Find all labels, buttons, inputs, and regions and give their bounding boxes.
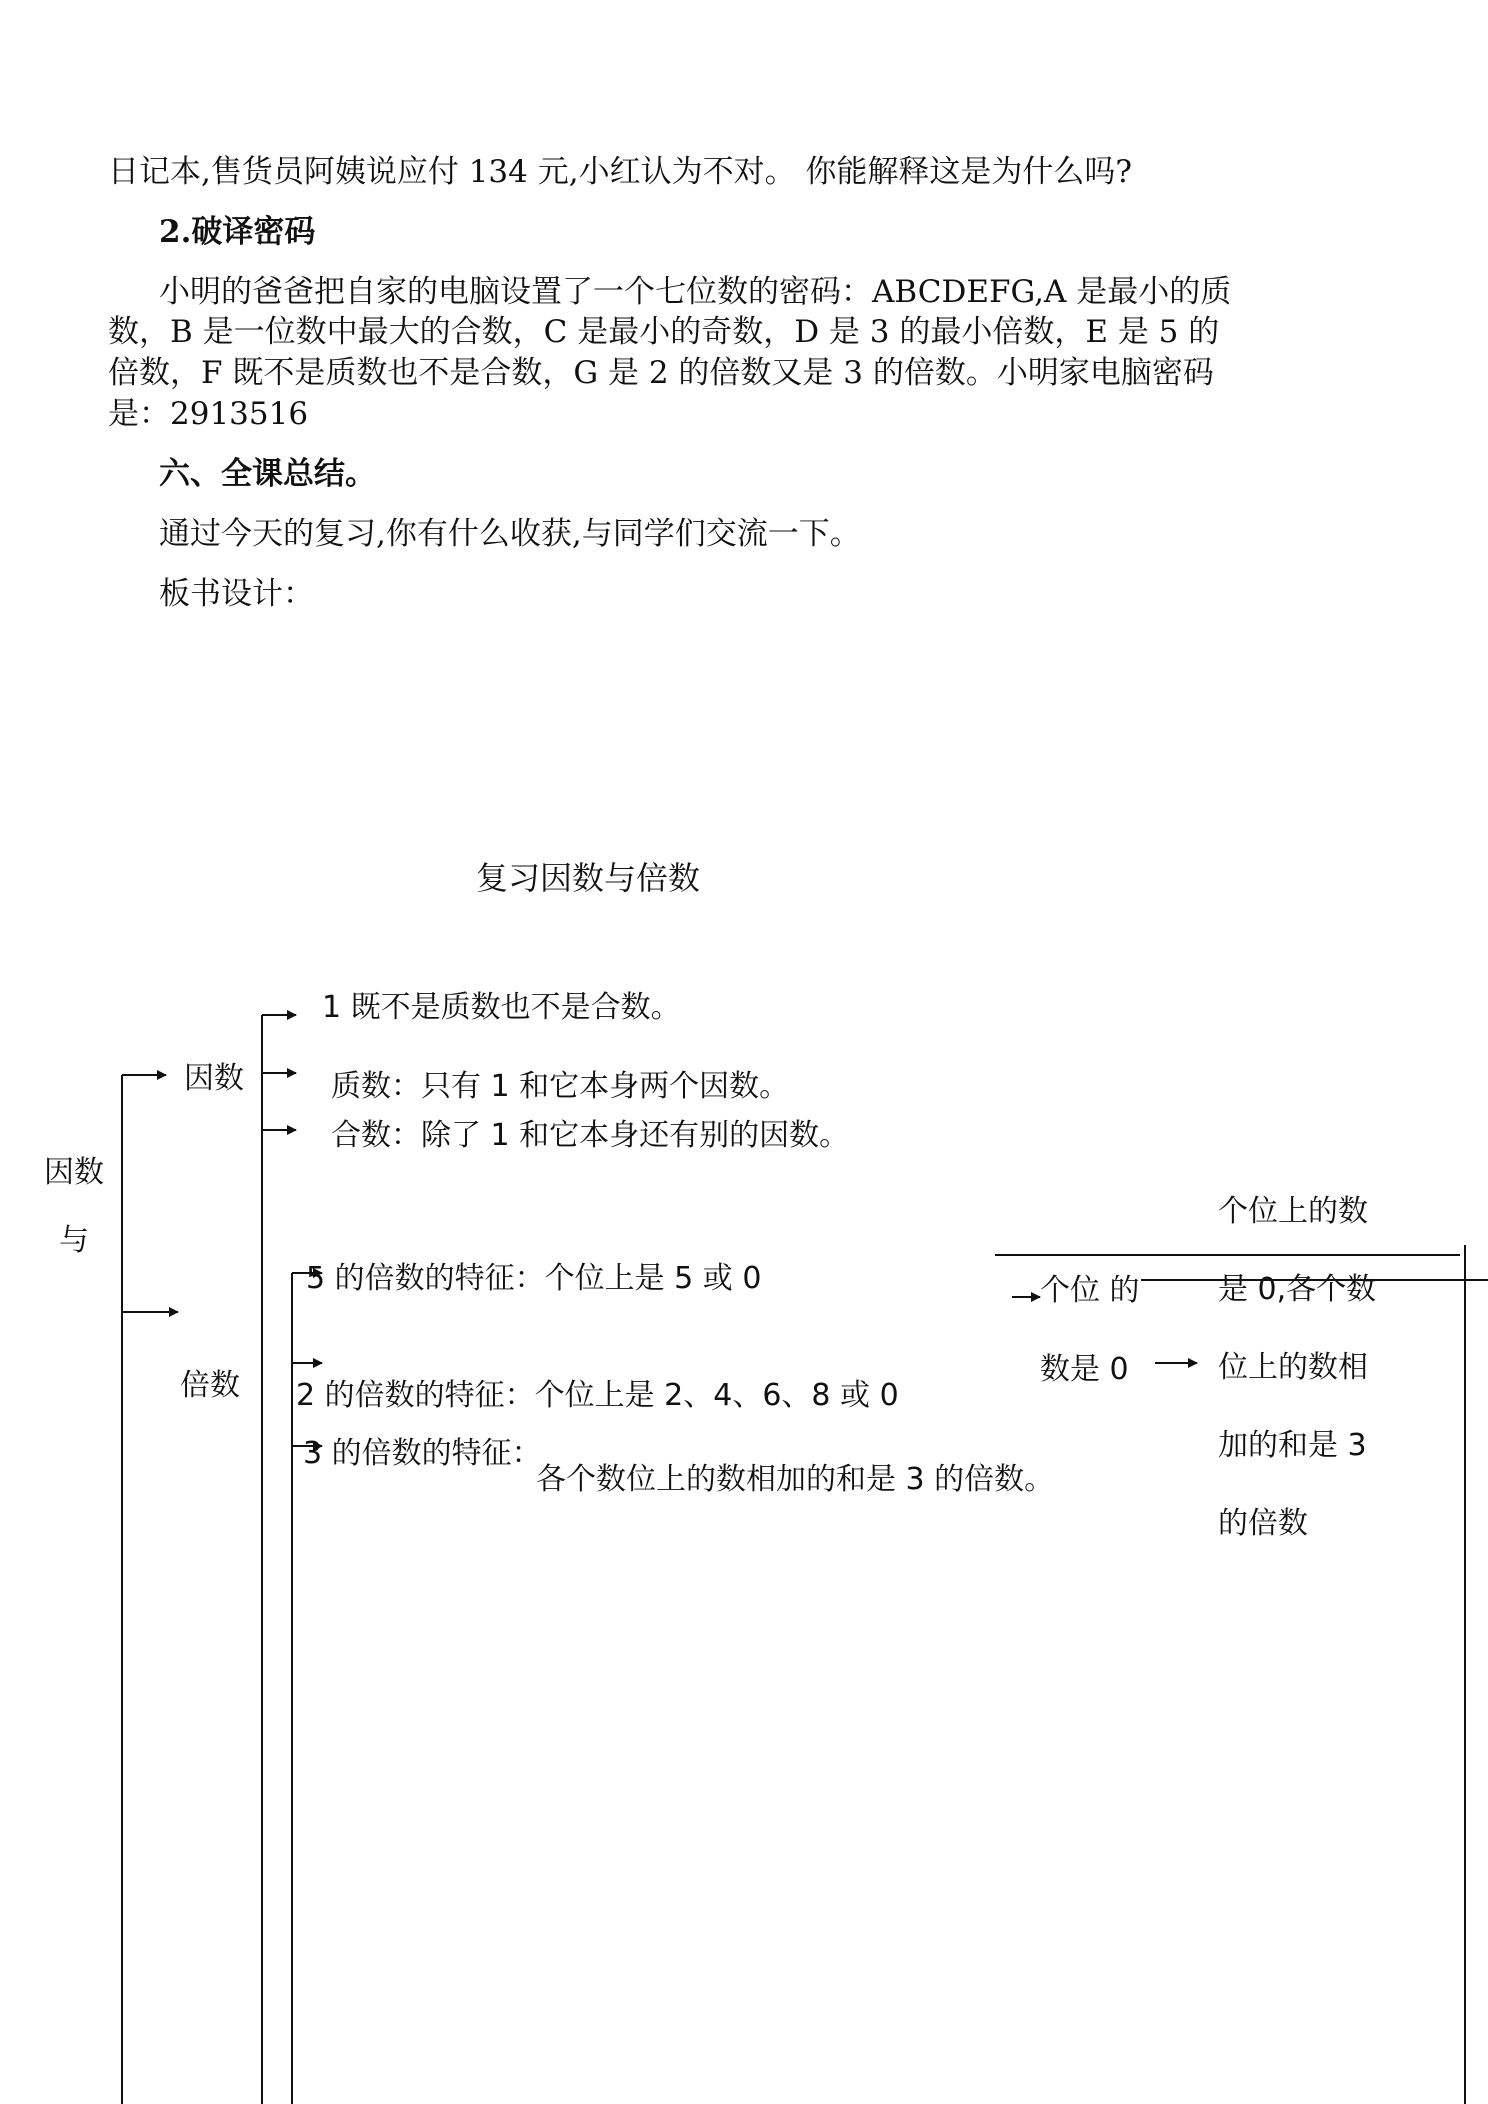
multiple-item-three-detail: 各个数位上的数相加的和是 3 的倍数。 [536,1462,1055,1497]
factor-item-prime: 质数：只有 1 和它本身两个因数。 [331,1069,790,1104]
diagram-title: 复习因数与倍数 [476,859,701,897]
side-box-line-2: 数是 0 [1040,1352,1129,1387]
side-box-line-1: 个位 的 [1040,1273,1140,1308]
password-paragraph-line-1: 小明的爸爸把自家的电脑设置了一个七位数的密码：ABCDEFG,A 是最小的质 [159,274,1232,310]
right-col-line: 的倍数 [1218,1506,1308,1541]
right-col-line: 加的和是 3 [1218,1428,1367,1463]
heading-crack-password: 2.破译密码 [159,214,316,250]
text-line-continuation: 日记本,售货员阿姨说应付 134 元,小红认为不对。 你能解释这是为什么吗? [108,154,1133,190]
right-col-line: 是 0,各个数 [1218,1272,1377,1307]
multiple-item-three: 3 的倍数的特征： [303,1436,542,1471]
multiple-item-two: 2 的倍数的特征：个位上是 2、4、6、8 或 0 [296,1378,899,1413]
diagram-root-line-1: 因数 [44,1155,104,1190]
multiple-item-five: 5 的倍数的特征：个位上是 5 或 0 [306,1261,762,1296]
factor-item-one: 1 既不是质数也不是合数。 [322,990,681,1025]
diagram-root-line-2: 与 [59,1223,89,1258]
multiple-branch-label: 倍数 [180,1368,240,1403]
password-paragraph-line-3: 倍数，F 既不是质数也不是合数，G 是 2 的倍数又是 3 的倍数。小明家电脑密码 [108,355,1214,391]
factor-branch-label: 因数 [184,1061,244,1096]
summary-paragraph: 通过今天的复习,你有什么收获,与同学们交流一下。 [159,516,861,552]
heading-lesson-summary: 六、全课总结。 [159,456,376,492]
right-col-line: 位上的数相 [1218,1350,1368,1385]
factor-item-composite: 合数：除了 1 和它本身还有别的因数。 [331,1118,850,1153]
password-paragraph-line-4: 是：2913516 [108,396,309,432]
password-paragraph-line-2: 数，B 是一位数中最大的合数，C 是最小的奇数，D 是 3 的最小倍数，E 是 5 的 [108,314,1220,350]
board-design-label: 板书设计： [159,576,314,612]
right-col-line: 个位上的数 [1218,1194,1368,1229]
